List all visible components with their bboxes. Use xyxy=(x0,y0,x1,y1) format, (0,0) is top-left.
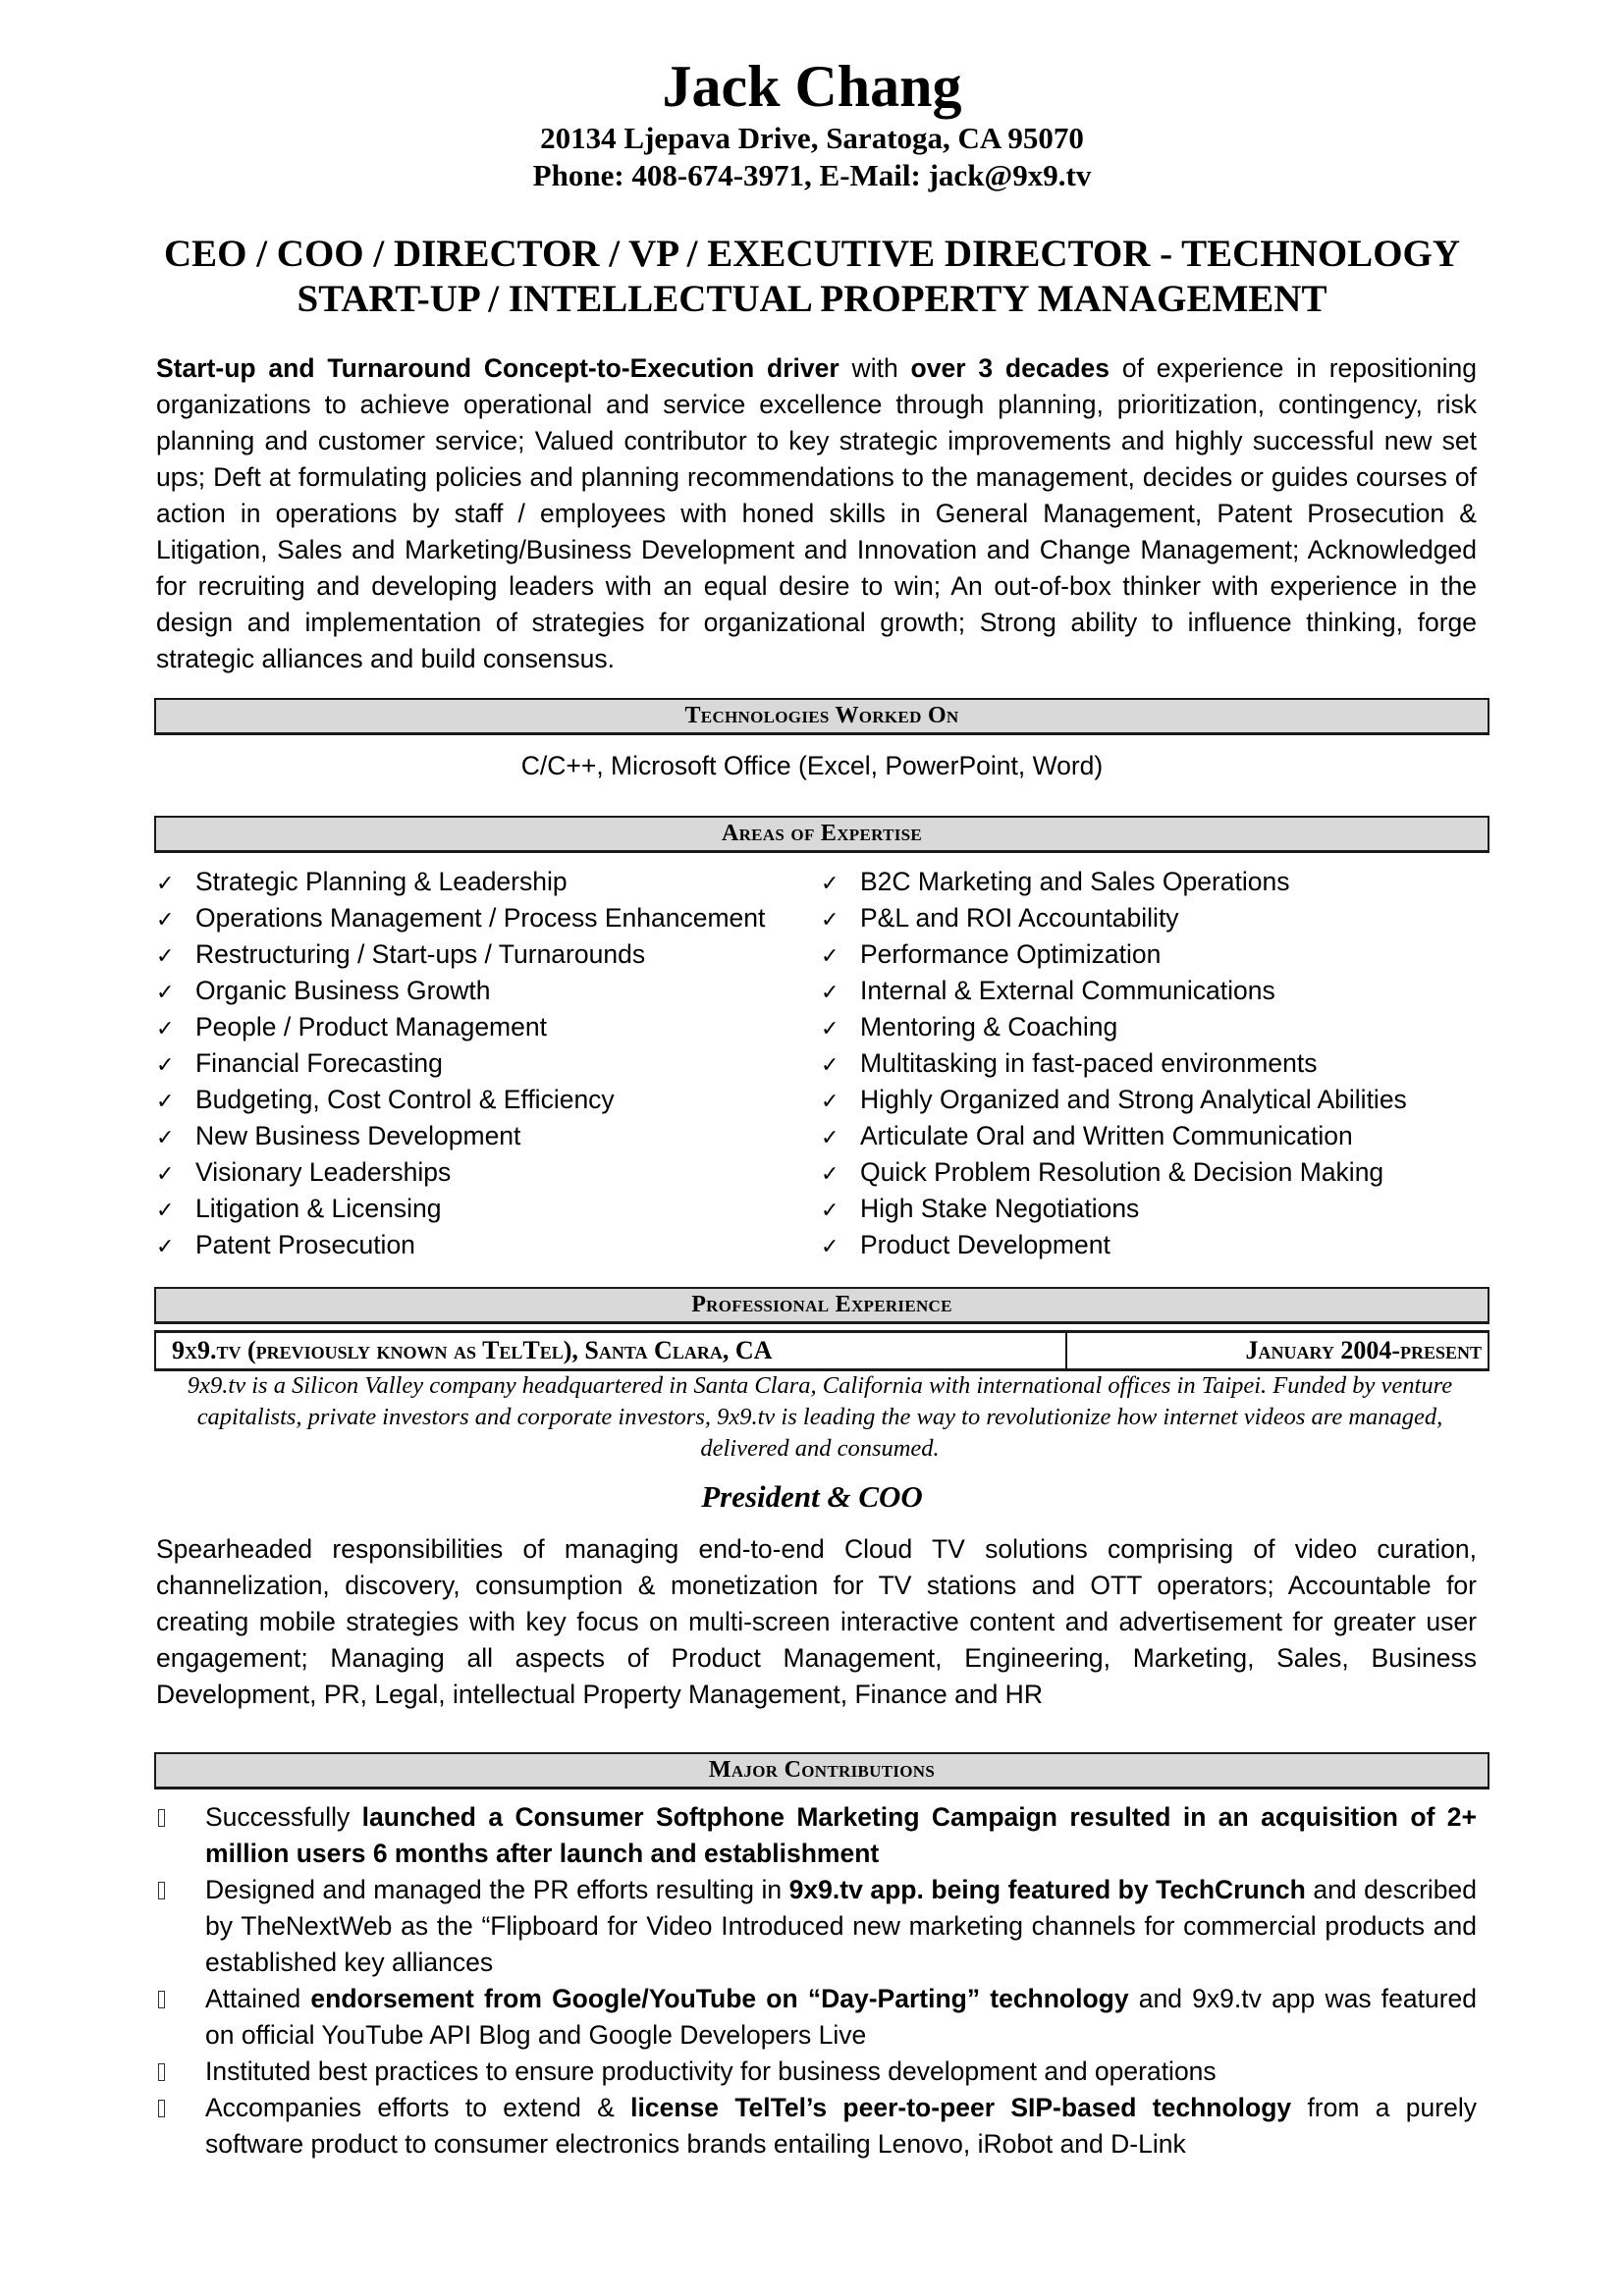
checkmark-icon: ✓ xyxy=(156,1126,175,1150)
section-header-technologies: Technologies Worked On xyxy=(154,698,1489,735)
job-header-table xyxy=(154,1330,1489,1371)
expertise-item xyxy=(156,1009,814,1045)
checkmark-icon: ✓ xyxy=(156,908,175,933)
checkmark-icon: ✓ xyxy=(821,1126,839,1150)
headline-line-1: CEO / COO / DIRECTOR / VP / EXECUTIVE DIRECTOR - TECHNOLOGY xyxy=(163,233,1461,275)
contribution-item xyxy=(156,2054,1477,2090)
checkmark-icon: ✓ xyxy=(821,1162,839,1187)
bullet-icon xyxy=(156,2090,205,2126)
expertise-item xyxy=(156,1191,814,1227)
contribution-post: from a purely software product to consumer electronics brands entailing Lenovo, iRobot and D-Link xyxy=(205,2093,1477,2159)
candidate-name: Jack Chang xyxy=(662,54,962,119)
job-dates: January 2004-present xyxy=(1245,1336,1482,1364)
summary-bold-2: over 3 decades xyxy=(910,353,1110,383)
expertise-item xyxy=(156,973,814,1009)
expertise-label: Internal & External Communications xyxy=(860,976,1275,1005)
summary-text-1: with xyxy=(839,353,911,383)
company-description: 9x9.tv is a Silicon Valley company headquartered in Santa Clara, California with international offices in Taipei. Funded by venture capitalists, private investors and corporate investors, 9x9.tv is leading the way to revolutionize how internet videos are managed, delivered and consumed. xyxy=(187,1372,1453,1462)
expertise-item xyxy=(821,1227,1498,1263)
section-header-professional-experience: Professional Experience xyxy=(154,1287,1489,1324)
expertise-item xyxy=(156,1118,814,1154)
expertise-label: Budgeting, Cost Control & Efficiency xyxy=(195,1085,615,1114)
checkmark-icon: ✓ xyxy=(821,1235,839,1259)
contribution-pre: Successfully xyxy=(205,1802,362,1832)
checkmark-icon: ✓ xyxy=(821,1199,839,1223)
professional-summary xyxy=(156,350,1477,677)
expertise-item xyxy=(156,1045,814,1082)
expertise-column-left xyxy=(156,864,814,1263)
expertise-item xyxy=(821,1118,1498,1154)
contribution-pre: Attained xyxy=(205,1984,311,2013)
expertise-label: Financial Forecasting xyxy=(195,1048,443,1078)
expertise-label: Mentoring & Coaching xyxy=(860,1012,1118,1041)
contribution-pre: Accompanies efforts to extend & xyxy=(205,2093,631,2122)
contribution-bold: 9x9.tv app. being featured by TechCrunch xyxy=(788,1875,1306,1904)
expertise-label: Visionary Leaderships xyxy=(195,1157,452,1187)
checkmark-icon: ✓ xyxy=(821,944,839,969)
contribution-text xyxy=(205,1799,1477,1872)
checkmark-icon: ✓ xyxy=(821,872,839,896)
section-header-expertise: Areas of Expertise xyxy=(154,816,1489,853)
headline-line-2: START-UP / INTELLECTUAL PROPERTY MANAGEMENT xyxy=(297,278,1327,320)
bullet-icon xyxy=(156,1799,205,1836)
checkmark-icon: ✓ xyxy=(821,981,839,1005)
expertise-label: B2C Marketing and Sales Operations xyxy=(860,867,1290,896)
expertise-item xyxy=(821,1009,1498,1045)
expertise-column-right xyxy=(821,864,1498,1263)
expertise-item xyxy=(156,864,814,900)
expertise-label: Litigation & Licensing xyxy=(195,1194,442,1223)
checkmark-icon: ✓ xyxy=(156,944,175,969)
checkmark-icon: ✓ xyxy=(156,981,175,1005)
technologies-list: C/C++, Microsoft Office (Excel, PowerPoint, Word) xyxy=(520,751,1104,780)
expertise-item xyxy=(156,1227,814,1263)
job-role-title: President & COO xyxy=(701,1479,923,1514)
checkmark-icon: ✓ xyxy=(821,1090,839,1114)
contribution-bold: license TelTel’s peer-to-peer SIP-based technology xyxy=(630,2093,1292,2122)
contribution-item xyxy=(156,1872,1477,1981)
expertise-label: Highly Organized and Strong Analytical Abilities xyxy=(860,1085,1407,1114)
contribution-bold: launched a Consumer Softphone Marketing Campaign resulted in an acquisition of 2+ million users 6 months after launch and establishment xyxy=(205,1802,1478,1868)
expertise-label: Organic Business Growth xyxy=(195,976,491,1005)
job-company: 9x9.tv (previously known as TelTel), Santa Clara, CA xyxy=(156,1333,1067,1368)
job-role-description: Spearheaded responsibilities of managing end-to-end Cloud TV solutions comprising of video curation, channelization, discovery, consumption & monetization for TV stations and OTT operators; Accountable for creating mobile strategies with key focus on multi-screen interactive content and advertisement for greater user engagement; Managing all aspects of Product Management, Engineering, Marketing, Sales, Business Development, PR, Legal, intellectual Property Management, Finance and HR xyxy=(156,1534,1477,1709)
expertise-label: People / Product Management xyxy=(195,1012,547,1041)
bullet-icon xyxy=(156,1981,205,2017)
expertise-label: Quick Problem Resolution & Decision Making xyxy=(860,1157,1384,1187)
expertise-label: New Business Development xyxy=(195,1121,521,1150)
summary-bold-1: Start-up and Turnaround Concept-to-Execution driver xyxy=(156,353,839,383)
expertise-label: Patent Prosecution xyxy=(195,1230,415,1259)
checkmark-icon: ✓ xyxy=(156,1235,175,1259)
expertise-item xyxy=(821,1154,1498,1191)
section-header-major-contributions: Major Contributions xyxy=(154,1752,1489,1789)
expertise-item xyxy=(821,1191,1498,1227)
checkmark-icon: ✓ xyxy=(821,1053,839,1078)
contribution-post: and 9x9.tv app was featured on official YouTube API Blog and Google Developers Live xyxy=(205,1984,1478,2050)
summary-text-2: of experience in repositioning organizations to achieve operational and service excellence through planning, prioritization, contingency, risk planning and customer service; Valued contributor to key strategic improvements and highly successful new set ups; Deft at formulating policies and planning recommendations to the management, decides or guides courses of action in operations by staff / employees with honed skills in General Management, Patent Prosecution & Litigation, Sales and Marketing/Business Development and Innovation and Change Management; Acknowledged for recruiting and developing leaders with an equal desire to win; An out-of-box thinker with experience in the design and implementation of strategies for organizational growth; Strong ability to influence thinking, forge strategic alliances and build consensus. xyxy=(156,353,1477,673)
checkmark-icon: ✓ xyxy=(156,1199,175,1223)
expertise-item xyxy=(156,936,814,973)
contribution-pre: Instituted best practices to ensure productivity for business development and operations xyxy=(205,2056,1217,2086)
address: 20134 Ljepava Drive, Saratoga, CA 95070 xyxy=(540,121,1084,155)
contribution-bold: endorsement from Google/YouTube on “Day-Parting” technology xyxy=(310,1984,1129,2013)
contact-info: Phone: 408-674-3971, E-Mail: jack@9x9.tv xyxy=(532,158,1092,192)
contribution-text xyxy=(205,2090,1477,2163)
contribution-item xyxy=(156,1981,1477,2054)
expertise-item xyxy=(821,900,1498,936)
checkmark-icon: ✓ xyxy=(821,1017,839,1041)
contribution-post: and described by TheNextWeb as the “Flipboard for Video Introduced new marketing channels for commercial products and established key alliances xyxy=(205,1875,1478,1977)
expertise-label: Restructuring / Start-ups / Turnarounds xyxy=(195,939,646,969)
expertise-item xyxy=(821,1082,1498,1118)
checkmark-icon: ✓ xyxy=(821,908,839,933)
expertise-label: Strategic Planning & Leadership xyxy=(195,867,568,896)
expertise-item xyxy=(821,973,1498,1009)
expertise-label: Operations Management / Process Enhancement xyxy=(195,903,766,933)
expertise-label: Articulate Oral and Written Communication xyxy=(860,1121,1353,1150)
expertise-label: Product Development xyxy=(860,1230,1110,1259)
checkmark-icon: ✓ xyxy=(156,1053,175,1078)
expertise-label: P&L and ROI Accountability xyxy=(860,903,1179,933)
contribution-item xyxy=(156,1799,1477,1872)
bullet-icon xyxy=(156,2054,205,2090)
checkmark-icon: ✓ xyxy=(156,1017,175,1041)
contribution-text xyxy=(205,1981,1477,2054)
contributions-list xyxy=(156,1799,1477,2163)
expertise-item xyxy=(156,900,814,936)
contribution-text xyxy=(205,2054,1477,2090)
expertise-item xyxy=(821,936,1498,973)
checkmark-icon: ✓ xyxy=(156,1090,175,1114)
expertise-item xyxy=(156,1154,814,1191)
expertise-item xyxy=(821,864,1498,900)
checkmark-icon: ✓ xyxy=(156,1162,175,1187)
bullet-icon xyxy=(156,1872,205,1908)
expertise-label: Performance Optimization xyxy=(860,939,1162,969)
expertise-label: Multitasking in fast-paced environments xyxy=(860,1048,1318,1078)
contribution-item xyxy=(156,2090,1477,2163)
expertise-item xyxy=(821,1045,1498,1082)
expertise-item xyxy=(156,1082,814,1118)
contribution-text xyxy=(205,1872,1477,1981)
contribution-pre: Designed and managed the PR efforts resulting in xyxy=(205,1875,789,1904)
checkmark-icon: ✓ xyxy=(156,872,175,896)
expertise-label: High Stake Negotiations xyxy=(860,1194,1140,1223)
